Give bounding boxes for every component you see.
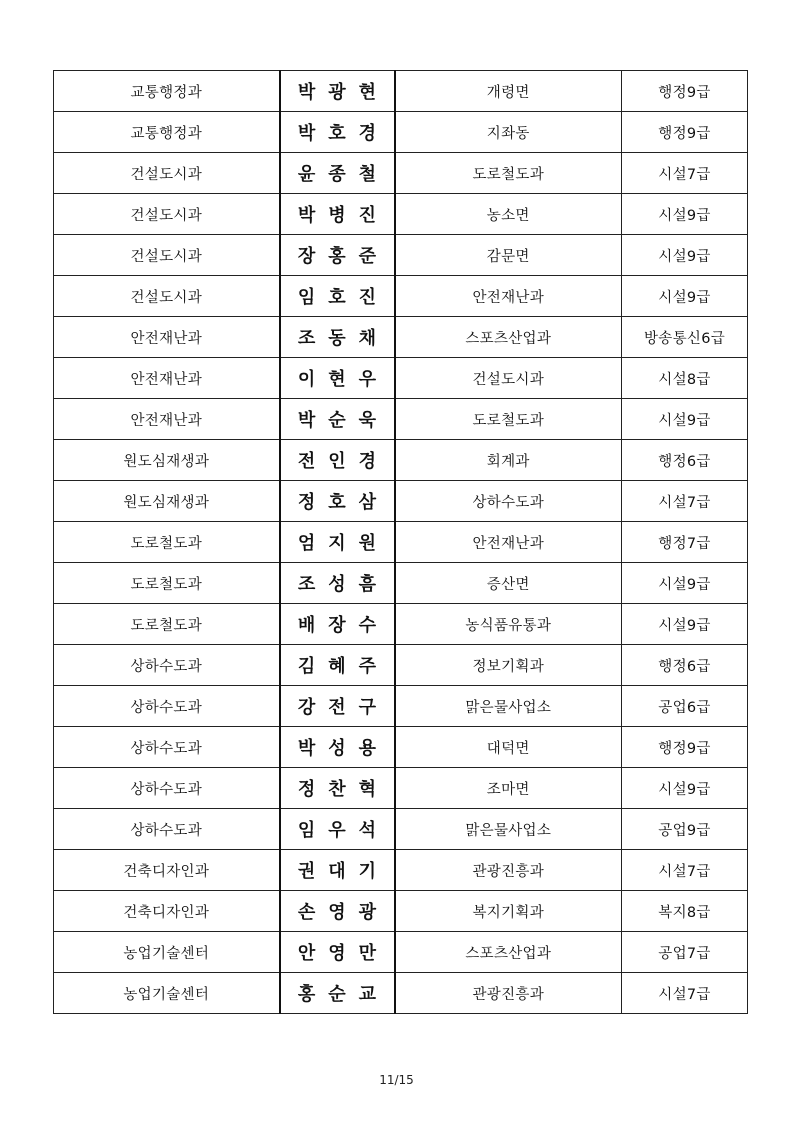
- position-grade-cell: 행정9급: [622, 71, 748, 112]
- current-department-cell: 도로철도과: [54, 604, 280, 645]
- employee-name-cell: 조성흠: [280, 563, 395, 604]
- employee-name-cell: 박호경: [280, 112, 395, 153]
- employee-name-cell: 엄지원: [280, 522, 395, 563]
- current-department-cell: 상하수도과: [54, 727, 280, 768]
- position-grade-cell: 시설9급: [622, 768, 748, 809]
- employee-name-cell: 전인경: [280, 440, 395, 481]
- position-grade-cell: 시설9급: [622, 235, 748, 276]
- new-department-cell: 관광진흥과: [395, 850, 622, 891]
- employee-name-cell: 윤종철: [280, 153, 395, 194]
- employee-name-cell: 임우석: [280, 809, 395, 850]
- current-department-cell: 교통행정과: [54, 112, 280, 153]
- new-department-cell: 맑은물사업소: [395, 686, 622, 727]
- current-department-cell: 상하수도과: [54, 686, 280, 727]
- employee-name-cell: 박성용: [280, 727, 395, 768]
- table-row: [54, 973, 748, 1014]
- table-row: [54, 809, 748, 850]
- current-department-cell: 농업기술센터: [54, 973, 280, 1014]
- position-grade-cell: 행정9급: [622, 727, 748, 768]
- current-department-cell: 건설도시과: [54, 276, 280, 317]
- current-department-cell: 안전재난과: [54, 317, 280, 358]
- position-grade-cell: 공업9급: [622, 809, 748, 850]
- position-grade-cell: 시설7급: [622, 850, 748, 891]
- current-department-cell: 교통행정과: [54, 71, 280, 112]
- table-row: [54, 727, 748, 768]
- employee-name-cell: 권대기: [280, 850, 395, 891]
- current-department-cell: 건설도시과: [54, 194, 280, 235]
- employee-name-cell: 박순욱: [280, 399, 395, 440]
- new-department-cell: 정보기획과: [395, 645, 622, 686]
- position-grade-cell: 시설9급: [622, 604, 748, 645]
- position-grade-cell: 행정7급: [622, 522, 748, 563]
- employee-name-cell: 정호삼: [280, 481, 395, 522]
- current-department-cell: 상하수도과: [54, 768, 280, 809]
- current-department-cell: 안전재난과: [54, 399, 280, 440]
- table-row: [54, 235, 748, 276]
- current-department-cell: 도로철도과: [54, 563, 280, 604]
- new-department-cell: 도로철도과: [395, 399, 622, 440]
- new-department-cell: 맑은물사업소: [395, 809, 622, 850]
- employee-name-cell: 조동채: [280, 317, 395, 358]
- current-department-cell: 도로철도과: [54, 522, 280, 563]
- employee-name-cell: 손영광: [280, 891, 395, 932]
- current-department-cell: 건설도시과: [54, 235, 280, 276]
- position-grade-cell: 공업7급: [622, 932, 748, 973]
- new-department-cell: 농소면: [395, 194, 622, 235]
- position-grade-cell: 시설8급: [622, 358, 748, 399]
- position-grade-cell: 공업6급: [622, 686, 748, 727]
- current-department-cell: 안전재난과: [54, 358, 280, 399]
- new-department-cell: 건설도시과: [395, 358, 622, 399]
- page-number: 11/15: [379, 1073, 414, 1087]
- table-row: [54, 440, 748, 481]
- position-grade-cell: 복지8급: [622, 891, 748, 932]
- new-department-cell: 관광진흥과: [395, 973, 622, 1014]
- table-row: [54, 604, 748, 645]
- employee-name-cell: 이현우: [280, 358, 395, 399]
- table-row: [54, 112, 748, 153]
- employee-name-cell: 박병진: [280, 194, 395, 235]
- new-department-cell: 안전재난과: [395, 276, 622, 317]
- table-row: [54, 399, 748, 440]
- table-row: [54, 358, 748, 399]
- position-grade-cell: 행정6급: [622, 645, 748, 686]
- table-row: [54, 645, 748, 686]
- employee-name-cell: 박광현: [280, 71, 395, 112]
- current-department-cell: 상하수도과: [54, 645, 280, 686]
- table-row: [54, 194, 748, 235]
- current-department-cell: 농업기술센터: [54, 932, 280, 973]
- new-department-cell: 복지기획과: [395, 891, 622, 932]
- employee-name-cell: 장홍준: [280, 235, 395, 276]
- table-row: [54, 768, 748, 809]
- new-department-cell: 안전재난과: [395, 522, 622, 563]
- new-department-cell: 도로철도과: [395, 153, 622, 194]
- current-department-cell: 원도심재생과: [54, 440, 280, 481]
- employee-name-cell: 김혜주: [280, 645, 395, 686]
- table-body: [54, 71, 748, 1014]
- current-department-cell: 상하수도과: [54, 809, 280, 850]
- table-row: [54, 563, 748, 604]
- table-row: [54, 932, 748, 973]
- position-grade-cell: 시설7급: [622, 481, 748, 522]
- new-department-cell: 회계과: [395, 440, 622, 481]
- table-row: [54, 850, 748, 891]
- table-row: [54, 891, 748, 932]
- position-grade-cell: 시설9급: [622, 276, 748, 317]
- new-department-cell: 스포츠산업과: [395, 317, 622, 358]
- employee-name-cell: 안영만: [280, 932, 395, 973]
- position-grade-cell: 시설9급: [622, 399, 748, 440]
- position-grade-cell: 시설7급: [622, 153, 748, 194]
- table-row: [54, 317, 748, 358]
- table-row: [54, 481, 748, 522]
- current-department-cell: 원도심재생과: [54, 481, 280, 522]
- new-department-cell: 증산면: [395, 563, 622, 604]
- new-department-cell: 감문면: [395, 235, 622, 276]
- table-row: [54, 522, 748, 563]
- table-row: [54, 276, 748, 317]
- current-department-cell: 건축디자인과: [54, 891, 280, 932]
- position-grade-cell: 방송통신6급: [622, 317, 748, 358]
- employee-name-cell: 강전구: [280, 686, 395, 727]
- current-department-cell: 건축디자인과: [54, 850, 280, 891]
- position-grade-cell: 시설9급: [622, 194, 748, 235]
- new-department-cell: 조마면: [395, 768, 622, 809]
- personnel-transfer-table: [53, 70, 748, 1014]
- employee-name-cell: 홍순교: [280, 973, 395, 1014]
- new-department-cell: 지좌동: [395, 112, 622, 153]
- position-grade-cell: 행정9급: [622, 112, 748, 153]
- employee-name-cell: 임호진: [280, 276, 395, 317]
- employee-name-cell: 정찬혁: [280, 768, 395, 809]
- table-row: [54, 71, 748, 112]
- table-row: [54, 686, 748, 727]
- position-grade-cell: 시설7급: [622, 973, 748, 1014]
- new-department-cell: 농식품유통과: [395, 604, 622, 645]
- new-department-cell: 상하수도과: [395, 481, 622, 522]
- position-grade-cell: 시설9급: [622, 563, 748, 604]
- table-row: [54, 153, 748, 194]
- current-department-cell: 건설도시과: [54, 153, 280, 194]
- new-department-cell: 대덕면: [395, 727, 622, 768]
- new-department-cell: 개령면: [395, 71, 622, 112]
- position-grade-cell: 행정6급: [622, 440, 748, 481]
- new-department-cell: 스포츠산업과: [395, 932, 622, 973]
- employee-name-cell: 배장수: [280, 604, 395, 645]
